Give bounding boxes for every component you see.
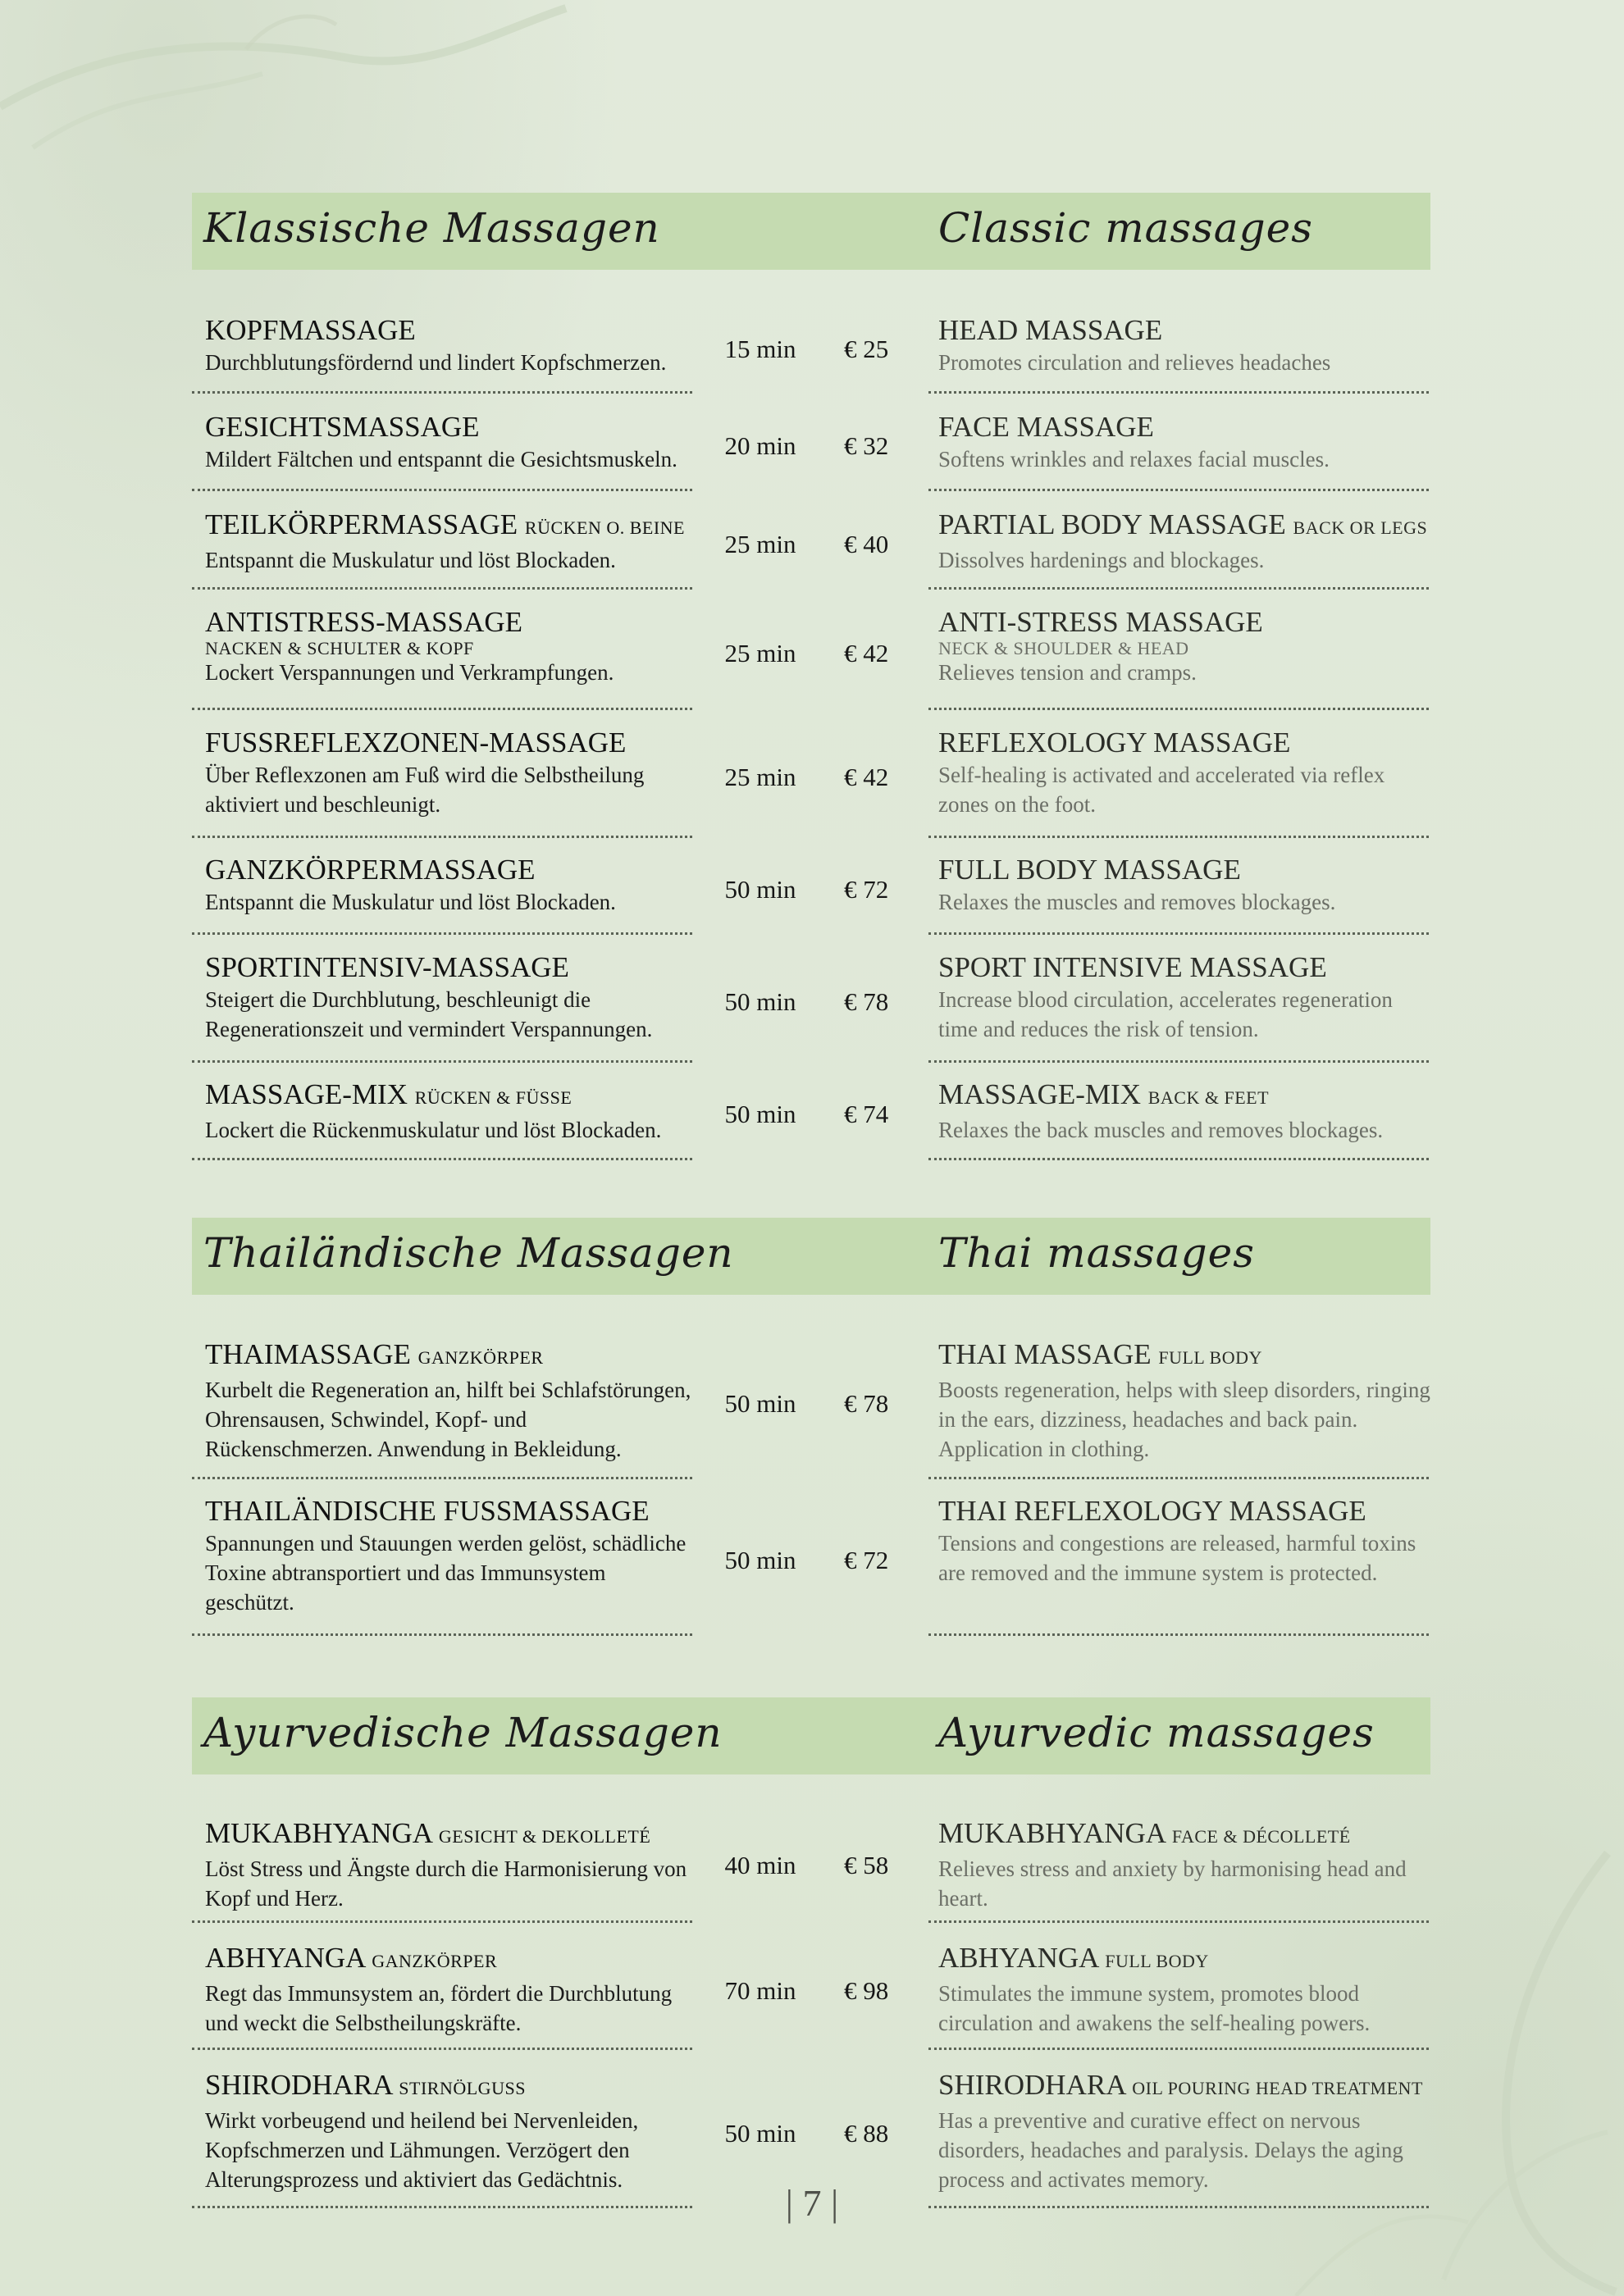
- item-title-de: [205, 950, 697, 985]
- item-title-en: [938, 2068, 1430, 2106]
- item-subtitle-de: RÜCKEN O. BEINE: [524, 517, 685, 538]
- item-name-en: ABHYANGA: [938, 1942, 1098, 1974]
- item-description-de: Lockert Verspannungen und Verkrampfungen.: [205, 660, 614, 685]
- page-number: | 7 |: [785, 2182, 839, 2224]
- item-divider-de: [192, 1060, 692, 1063]
- item-name-de: TEILKÖRPERMASSAGE: [205, 508, 518, 540]
- item-description-en: Self-healing is activated and accelerated via reflex zones on the foot.: [938, 763, 1385, 817]
- item-en: [938, 1337, 1430, 1464]
- item-name-en: THAI MASSAGE: [938, 1338, 1152, 1370]
- item-title-de: [205, 853, 697, 887]
- item-price: € 40: [844, 530, 889, 558]
- item-divider-de: [192, 1920, 692, 1923]
- item-divider-en: [928, 1633, 1429, 1636]
- item-description-en: Relaxes the muscles and removes blockages.: [938, 890, 1336, 914]
- item-subtitle-en: FULL BODY: [1105, 1951, 1209, 1971]
- item-divider-de: [192, 708, 692, 710]
- item-price: € 78: [844, 1389, 889, 1418]
- item-de: [205, 313, 697, 377]
- item-name-de: GESICHTSMASSAGE: [205, 411, 480, 443]
- item-de: [205, 410, 697, 474]
- section-title-de: Thailändische Massagen: [203, 1229, 734, 1277]
- item-de: [205, 853, 697, 917]
- menu-item: [192, 508, 1430, 587]
- item-de: [205, 2068, 697, 2194]
- item-name-en: FULL BODY MASSAGE: [938, 854, 1241, 886]
- item-description-en: Tensions and congestions are released, harmful toxins are removed and the immune system is protected.: [938, 1531, 1416, 1585]
- item-name-en: REFLEXOLOGY MASSAGE: [938, 727, 1291, 758]
- item-price: € 72: [844, 875, 889, 904]
- section-header-band-classic-massages: [192, 193, 1430, 270]
- item-description-de: Wirkt vorbeugend und heilend bei Nervenleiden, Kopfschmerzen und Lähmungen. Verzögert den Alterungsprozess und aktiviert das Gedächtnis.: [205, 2108, 639, 2192]
- item-description-de: Kurbelt die Regeneration an, hilft bei Schlafstörungen, Ohrensausen, Schwindel, Kopf- und Rückenschmerzen. Anwendung in Bekleidung.: [205, 1378, 691, 1461]
- item-title-de: [205, 313, 697, 348]
- item-de: [205, 1077, 697, 1145]
- item-en: [938, 1077, 1430, 1145]
- item-description-de: Regt das Immunsystem an, fördert die Durchblutung und weckt die Selbstheilungskräfte.: [205, 1981, 673, 2035]
- item-description-de: Spannungen und Stauungen werden gelöst, schädliche Toxine abtransportiert und das Immunsystem geschützt.: [205, 1531, 687, 1615]
- item-name-en: MASSAGE-MIX: [938, 1078, 1141, 1110]
- menu-item: [192, 950, 1430, 1060]
- item-de: [205, 508, 697, 575]
- item-description-en: Relieves tension and cramps.: [938, 660, 1197, 685]
- section-header-band-thai-massages: [192, 1218, 1430, 1295]
- item-divider-en: [928, 1920, 1429, 1923]
- item-divider-de: [192, 489, 692, 491]
- item-description-en: Increase blood circulation, accelerates regeneration time and reduces the risk of tension.: [938, 987, 1393, 1041]
- item-duration: 50 min: [724, 2119, 796, 2148]
- item-name-de: GANZKÖRPERMASSAGE: [205, 854, 536, 886]
- item-divider-en: [928, 587, 1429, 590]
- item-name-en: THAI REFLEXOLOGY MASSAGE: [938, 1495, 1366, 1527]
- section-title-en: Thai massages: [938, 1229, 1255, 1277]
- item-en: [938, 1816, 1430, 1913]
- item-name-en: ANTI-STRESS MASSAGE: [938, 606, 1263, 638]
- item-price: € 88: [844, 2119, 889, 2148]
- menu-item: [192, 605, 1430, 708]
- item-divider-de: [192, 932, 692, 935]
- menu-item: [192, 2068, 1430, 2206]
- item-divider-en: [928, 1060, 1429, 1063]
- item-name-de: SHIRODHARA: [205, 2069, 392, 2101]
- item-title-de: [205, 605, 697, 640]
- item-divider-en: [928, 2206, 1429, 2208]
- item-divider-de: [192, 391, 692, 394]
- item-de: [205, 1941, 697, 2038]
- item-name-de: MUKABHYANGA: [205, 1817, 432, 1849]
- item-divider-en: [928, 391, 1429, 394]
- item-description-de: Entspannt die Muskulatur und löst Blockaden.: [205, 548, 616, 572]
- item-name-en: FACE MASSAGE: [938, 411, 1154, 443]
- item-title-en: [938, 313, 1430, 348]
- item-price: € 42: [844, 639, 889, 667]
- item-en: [938, 2068, 1430, 2194]
- item-duration: 20 min: [724, 431, 796, 460]
- item-divider-en: [928, 1477, 1429, 1479]
- section-title-de: Ayurvedische Massagen: [203, 1709, 723, 1756]
- item-en: [938, 726, 1430, 819]
- item-title-en: [938, 853, 1430, 887]
- item-en: [938, 1941, 1430, 2038]
- menu-item: [192, 1941, 1430, 2048]
- item-description-de: Steigert die Durchblutung, beschleunigt die Regenerationszeit und vermindert Verspannungen.: [205, 987, 653, 1041]
- menu-item: [192, 1077, 1430, 1158]
- item-divider-de: [192, 2048, 692, 2050]
- item-divider-de: [192, 1158, 692, 1160]
- item-duration: 15 min: [724, 335, 796, 363]
- item-subtitle-de: RÜCKEN & FÜSSE: [414, 1087, 573, 1108]
- item-divider-de: [192, 1633, 692, 1636]
- item-duration: 25 min: [724, 639, 796, 667]
- item-divider-en: [928, 932, 1429, 935]
- item-title-en: [938, 1494, 1430, 1528]
- item-en: [938, 605, 1430, 687]
- item-divider-de: [192, 2206, 692, 2208]
- item-description-de: Über Reflexzonen am Fuß wird die Selbstheilung aktiviert und beschleunigt.: [205, 763, 645, 817]
- item-name-de: KOPFMASSAGE: [205, 314, 416, 346]
- item-title-de: [205, 1494, 697, 1528]
- item-description-en: Stimulates the immune system, promotes blood circulation and awakens the self-healing powers.: [938, 1981, 1371, 2035]
- item-title-de: [205, 508, 697, 545]
- item-price: € 58: [844, 1851, 889, 1879]
- item-en: [938, 950, 1430, 1044]
- item-description-de: Löst Stress und Ängste durch die Harmonisierung von Kopf und Herz.: [205, 1856, 687, 1911]
- item-price: € 25: [844, 335, 889, 363]
- item-duration: 25 min: [724, 530, 796, 558]
- item-name-en: SPORT INTENSIVE MASSAGE: [938, 951, 1327, 983]
- menu-item: [192, 1494, 1430, 1633]
- item-en: [938, 1494, 1430, 1588]
- section-title-en: Ayurvedic massages: [938, 1709, 1375, 1756]
- menu-item: [192, 726, 1430, 836]
- item-subtitle-de: NACKEN & SCHULTER & KOPF: [205, 638, 474, 658]
- item-name-de: THAIMASSAGE: [205, 1338, 411, 1370]
- item-de: [205, 1337, 697, 1464]
- item-name-de: THAILÄNDISCHE FUSSMASSAGE: [205, 1495, 650, 1527]
- item-divider-en: [928, 489, 1429, 491]
- item-price: € 98: [844, 1976, 889, 2005]
- section-header-band-ayurvedic-massages: [192, 1697, 1430, 1774]
- item-en: [938, 508, 1430, 575]
- floral-ornament-top-left: [0, 0, 574, 180]
- item-duration: 25 min: [724, 763, 796, 791]
- item-en: [938, 313, 1430, 377]
- item-duration: 50 min: [724, 1546, 796, 1574]
- item-en: [938, 853, 1430, 917]
- item-divider-de: [192, 836, 692, 838]
- item-divider-en: [928, 708, 1429, 710]
- item-title-en: [938, 605, 1430, 640]
- item-divider-de: [192, 587, 692, 590]
- menu-item: [192, 410, 1430, 489]
- item-description-de: Lockert die Rückenmuskulatur und löst Blockaden.: [205, 1118, 662, 1142]
- item-title-de: [205, 410, 697, 444]
- item-title-en: [938, 1337, 1430, 1375]
- item-divider-en: [928, 836, 1429, 838]
- item-subtitle-en: BACK OR LEGS: [1293, 517, 1428, 538]
- menu-item: [192, 853, 1430, 932]
- item-title-de: [205, 1816, 697, 1854]
- section-title-en: Classic massages: [938, 204, 1313, 252]
- item-subtitle-de: GANZKÖRPER: [372, 1951, 498, 1971]
- item-de: [205, 1494, 697, 1617]
- item-duration: 50 min: [724, 1100, 796, 1128]
- item-price: € 42: [844, 763, 889, 791]
- item-subtitle-en: FACE & DÉCOLLETÉ: [1171, 1826, 1351, 1847]
- item-title-en: [938, 508, 1430, 545]
- item-name-en: HEAD MASSAGE: [938, 314, 1163, 346]
- item-duration: 50 min: [724, 875, 796, 904]
- item-divider-de: [192, 1477, 692, 1479]
- item-title-en: [938, 1077, 1430, 1115]
- section-title-de: Klassische Massagen: [203, 204, 660, 252]
- item-name-de: ANTISTRESS-MASSAGE: [205, 606, 522, 638]
- item-duration: 70 min: [724, 1976, 796, 2005]
- item-name-de: MASSAGE-MIX: [205, 1078, 408, 1110]
- item-title-en: [938, 726, 1430, 760]
- item-subtitle-en: FULL BODY: [1158, 1347, 1262, 1368]
- item-subtitle-en: BACK & FEET: [1147, 1087, 1270, 1108]
- item-subtitle-en: NECK & SHOULDER & HEAD: [938, 638, 1189, 658]
- item-title-de: [205, 1077, 697, 1115]
- item-description-en: Dissolves hardenings and blockages.: [938, 548, 1265, 572]
- item-price: € 78: [844, 987, 889, 1016]
- item-description-en: Relaxes the back muscles and removes blockages.: [938, 1118, 1384, 1142]
- item-title-de: [205, 726, 697, 760]
- item-divider-en: [928, 2048, 1429, 2050]
- item-description-en: Boosts regeneration, helps with sleep disorders, ringing in the ears, dizziness, headaches and back pain. Application in clothing.: [938, 1378, 1430, 1461]
- item-description-de: Durchblutungsfördernd und lindert Kopfschmerzen.: [205, 350, 667, 375]
- item-subtitle-de: STIRNÖLGUSS: [399, 2078, 526, 2098]
- item-title-en: [938, 1941, 1430, 1979]
- item-description-en: Softens wrinkles and relaxes facial muscles.: [938, 447, 1330, 472]
- item-price: € 72: [844, 1546, 889, 1574]
- item-title-en: [938, 1816, 1430, 1854]
- item-price: € 32: [844, 431, 889, 460]
- item-de: [205, 950, 697, 1044]
- item-title-en: [938, 410, 1430, 444]
- item-name-en: PARTIAL BODY MASSAGE: [938, 508, 1286, 540]
- item-duration: 50 min: [724, 1389, 796, 1418]
- item-title-de: [205, 2068, 697, 2106]
- item-de: [205, 1816, 697, 1913]
- menu-item: [192, 313, 1430, 391]
- item-subtitle-de: GANZKÖRPER: [417, 1347, 544, 1368]
- item-de: [205, 605, 697, 687]
- item-name-de: FUSSREFLEXZONEN-MASSAGE: [205, 727, 627, 758]
- item-price: € 74: [844, 1100, 889, 1128]
- item-en: [938, 410, 1430, 474]
- item-title-en: [938, 950, 1430, 985]
- item-name-de: ABHYANGA: [205, 1942, 365, 1974]
- item-description-de: Entspannt die Muskulatur und löst Blockaden.: [205, 890, 616, 914]
- item-duration: 40 min: [724, 1851, 796, 1879]
- item-de: [205, 726, 697, 819]
- item-title-de: [205, 1337, 697, 1375]
- menu-item: [192, 1816, 1430, 1920]
- item-divider-en: [928, 1158, 1429, 1160]
- menu-item: [192, 1337, 1430, 1477]
- item-subtitle-en: OIL POURING HEAD TREATMENT: [1132, 2078, 1423, 2098]
- item-description-en: Promotes circulation and relieves headaches: [938, 350, 1331, 375]
- item-subtitle-de: GESICHT & DEKOLLETÉ: [438, 1826, 651, 1847]
- item-description-de: Mildert Fältchen und entspannt die Gesichtsmuskeln.: [205, 447, 677, 472]
- item-name-en: SHIRODHARA: [938, 2069, 1125, 2101]
- item-name-de: SPORTINTENSIV-MASSAGE: [205, 951, 569, 983]
- item-title-de: [205, 1941, 697, 1979]
- item-description-en: Has a preventive and curative effect on nervous disorders, headaches and paralysis. Delays the aging process and activates memory.: [938, 2108, 1403, 2192]
- item-duration: 50 min: [724, 987, 796, 1016]
- item-description-en: Relieves stress and anxiety by harmonising head and heart.: [938, 1856, 1407, 1911]
- item-name-en: MUKABHYANGA: [938, 1817, 1166, 1849]
